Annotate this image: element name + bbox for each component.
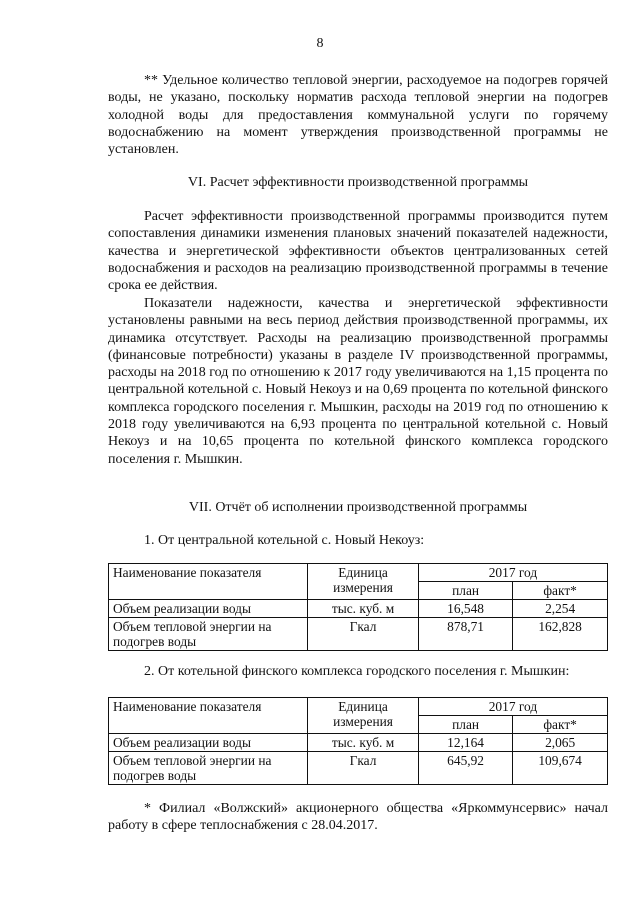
header-indicator-name: Наименование показателя [109,564,308,600]
table-row [109,600,608,618]
row-plan: 16,548 [418,600,512,618]
row-unit: Гкал [308,752,419,785]
row-indicator-name: Объем тепловой энергии на подогрев воды [109,618,308,651]
header-indicator-name: Наименование показателя [109,698,308,734]
row-unit: тыс. куб. м [308,600,419,618]
row-unit: Гкал [308,618,419,651]
row-fact: 2,254 [513,600,608,618]
header-year: 2017 год [418,698,607,716]
header-plan: план [418,716,512,734]
table-2-caption: 2. От котельной финского комплекса городского поселения г. Мышкин: [144,664,570,679]
row-plan: 878,71 [418,618,512,651]
header-fact: факт* [513,582,608,600]
row-fact: 2,065 [513,734,608,752]
report-table-2 [108,697,608,785]
row-unit: тыс. куб. м [308,734,419,752]
footnote-double-asterisk: ** Удельное количество тепловой энергии, расходуемое на подогрев горячей воды, не указано, поскольку норматив расхода тепловой энергии на подогрев холодной воды для предоставления коммунальной услуги по горячему водоснабжению на момент утверждения производственной программы не установлен. [108,73,608,158]
table-row [109,618,608,651]
section-7-title: VII. Отчёт об исполнении производственной программы [188,500,528,515]
header-fact: факт* [513,716,608,734]
report-table-1 [108,563,608,651]
row-indicator-name: Объем тепловой энергии на подогрев воды [109,752,308,785]
table-row [109,752,608,785]
row-indicator-name: Объем реализации воды [109,600,308,618]
header-plan: план [418,582,512,600]
section-6-paragraph-2: Показатели надежности, качества и энергетической эффективности установлены равными на весь период действия производственной программы, их динамика отсутствует. Расходы на реализацию производственной программы (финансовые потребности) указаны в разделе IV производственной программы, расходы на 2018 год по отношению к 2017 году увеличиваются на 1,15 процента по центральной котельной с. Новый Некоуз и на 0,69 процента по котельной финского комплекса городского поселения г. Мышкин, расходы на 2019 год по отношению к 2018 году увеличиваются на 6,93 процента по центральной котельной с. Новый Некоуз и на 10,65 процента по котельной финского комплекса городского поселения г. Мышкин. [108,296,608,467]
row-fact: 162,828 [513,618,608,651]
section-6-title: VI. Расчет эффективности производственной программы [187,175,529,190]
row-plan: 645,92 [418,752,512,785]
table-1-caption: 1. От центральной котельной с. Новый Некоуз: [144,533,425,548]
page-number: 8 [316,36,324,51]
footnote-single-asterisk: * Филиал «Волжский» акционерного общества «Яркоммунсервис» начал работу в сфере теплоснабжения с 28.04.2017. [108,801,608,834]
header-year: 2017 год [418,564,607,582]
table-row [109,734,608,752]
header-unit: Единица измерения [308,698,419,734]
row-indicator-name: Объем реализации воды [109,734,308,752]
row-plan: 12,164 [418,734,512,752]
header-unit: Единица измерения [308,564,419,600]
row-fact: 109,674 [513,752,608,785]
section-6-paragraph-1: Расчет эффективности производственной программы производится путем сопоставления динамики изменения плановых значений показателей надежности, качества и энергетической эффективности объектов централизованных сетей водоснабжения и расходов на реализацию производственной программы в течение срока ее действия. [108,209,608,294]
